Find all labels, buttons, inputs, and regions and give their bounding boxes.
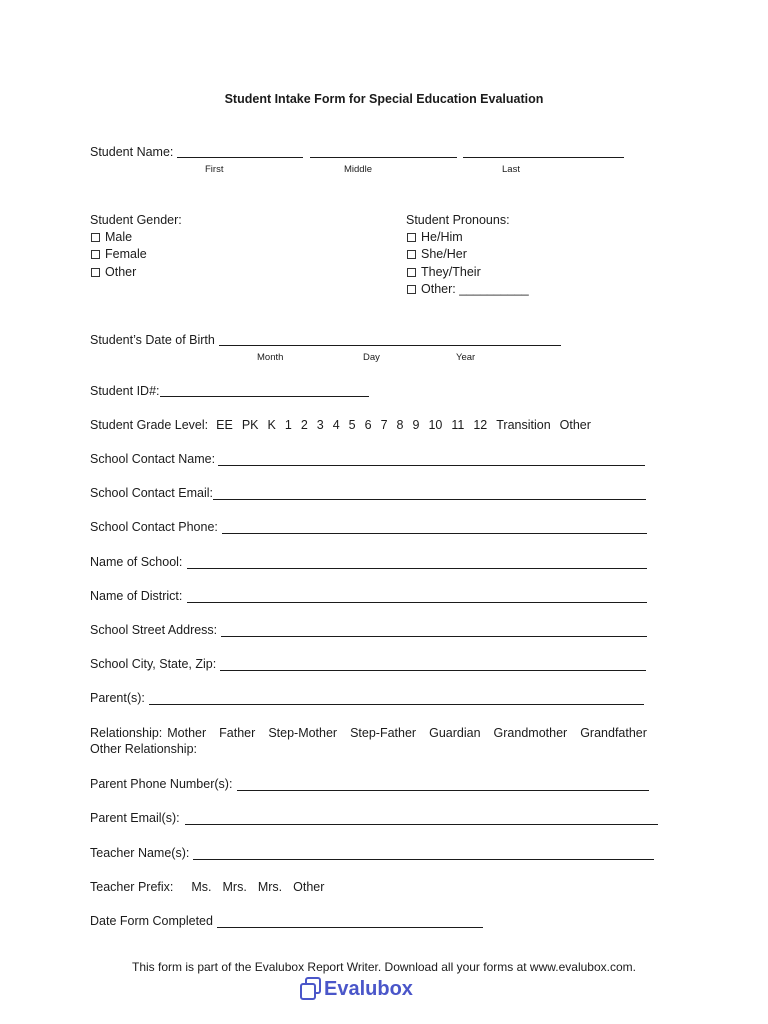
gender-option-male[interactable]: Male: [91, 230, 132, 244]
student-name-label: Student Name:: [90, 145, 174, 159]
teacher-prefix-label: Teacher Prefix:: [90, 880, 174, 894]
school-name-field[interactable]: [187, 568, 647, 569]
student-id-field[interactable]: [160, 396, 369, 397]
teacher-name-field[interactable]: [193, 859, 654, 860]
relationship-option[interactable]: Mother: [167, 726, 207, 740]
student-id-label: Student ID#:: [90, 384, 160, 398]
evalubox-logo-icon: [300, 977, 322, 1001]
student-middle-name-field[interactable]: [310, 157, 457, 158]
relationship-option[interactable]: Grandmother: [493, 726, 568, 740]
grade-option[interactable]: Other: [559, 418, 591, 432]
pronouns-label: Student Pronouns:: [406, 213, 510, 227]
logo-text: Evalubox: [324, 977, 413, 1000]
teacher-prefix-option[interactable]: Ms.: [191, 880, 212, 894]
parent-phone-field[interactable]: [237, 790, 649, 791]
month-caption: Month: [257, 352, 284, 363]
date-completed-field[interactable]: [217, 927, 483, 928]
checkbox-icon: [91, 250, 100, 259]
day-caption: Day: [363, 352, 380, 363]
grade-level-label: Student Grade Level:: [90, 418, 209, 432]
city-state-zip-field[interactable]: [220, 670, 646, 671]
grade-option[interactable]: Transition: [496, 418, 551, 432]
teacher-prefix-option[interactable]: Mrs.: [222, 880, 247, 894]
last-caption: Last: [502, 164, 520, 175]
district-label: Name of District:: [90, 589, 183, 603]
teacher-prefix-option[interactable]: Other: [293, 880, 325, 894]
grade-option[interactable]: 2: [300, 418, 308, 432]
grade-option[interactable]: K: [267, 418, 276, 432]
grade-option[interactable]: 5: [348, 418, 356, 432]
checkbox-icon: [407, 268, 416, 277]
footer-note: This form is part of the Evalubox Report Writer. Download all your forms at www.evalubox.com.: [132, 960, 636, 974]
grade-option[interactable]: PK: [241, 418, 259, 432]
pronoun-option-he[interactable]: He/Him: [407, 230, 463, 244]
school-contact-name-label: School Contact Name:: [90, 452, 216, 466]
grade-option[interactable]: EE: [216, 418, 233, 432]
pronoun-option-they[interactable]: They/Their: [407, 265, 481, 279]
grade-option[interactable]: 12: [473, 418, 488, 432]
student-first-name-field[interactable]: [177, 157, 303, 158]
middle-caption: Middle: [344, 164, 372, 175]
gender-label: Student Gender:: [90, 213, 182, 227]
dob-label: Student’s Date of Birth: [90, 333, 215, 347]
date-completed-label: Date Form Completed: [90, 914, 213, 928]
checkbox-icon: [407, 233, 416, 242]
parent-email-field[interactable]: [185, 824, 658, 825]
pronoun-option-other[interactable]: Other: __________: [407, 282, 529, 296]
parent-phone-label: Parent Phone Number(s):: [90, 777, 233, 791]
school-contact-name-field[interactable]: [218, 465, 645, 466]
relationship-option[interactable]: Step-Mother: [268, 726, 338, 740]
school-contact-phone-field[interactable]: [222, 533, 647, 534]
first-caption: First: [205, 164, 224, 175]
relationship-option[interactable]: Guardian: [429, 726, 481, 740]
year-caption: Year: [456, 352, 476, 363]
school-contact-email-field[interactable]: [213, 499, 646, 500]
evalubox-logo[interactable]: [300, 975, 413, 1003]
grade-option[interactable]: 6: [364, 418, 372, 432]
parents-field[interactable]: [149, 704, 644, 705]
relationship-row: [90, 726, 660, 740]
teacher-prefix-option[interactable]: Mrs.: [257, 880, 283, 894]
city-state-zip-label: School City, State, Zip:: [90, 657, 217, 671]
student-last-name-field[interactable]: [463, 157, 624, 158]
grade-option[interactable]: 8: [396, 418, 404, 432]
dob-field[interactable]: [219, 345, 561, 346]
grade-option[interactable]: 9: [412, 418, 420, 432]
street-address-field[interactable]: [221, 636, 647, 637]
grade-level-row: [90, 418, 600, 432]
checkbox-icon: [407, 250, 416, 259]
checkbox-icon: [407, 285, 416, 294]
checkbox-icon: [91, 268, 100, 277]
teacher-name-label: Teacher Name(s):: [90, 846, 190, 860]
grade-option[interactable]: 7: [380, 418, 388, 432]
grade-option[interactable]: 3: [316, 418, 324, 432]
street-address-label: School Street Address:: [90, 623, 218, 637]
gender-option-female[interactable]: Female: [91, 247, 147, 261]
form-title: Student Intake Form for Special Education Evaluation: [224, 92, 544, 106]
checkbox-icon: [91, 233, 100, 242]
teacher-prefix-row: [90, 880, 335, 894]
pronoun-option-she[interactable]: She/Her: [407, 247, 467, 261]
school-contact-phone-label: School Contact Phone:: [90, 520, 218, 534]
grade-option[interactable]: 1: [284, 418, 292, 432]
parent-email-label: Parent Email(s):: [90, 811, 180, 825]
school-contact-email-label: School Contact Email:: [90, 486, 213, 500]
other-relationship-label: Other Relationship:: [90, 742, 198, 756]
gender-option-other[interactable]: Other: [91, 265, 136, 279]
district-field[interactable]: [187, 602, 647, 603]
grade-option[interactable]: 4: [332, 418, 340, 432]
grade-option[interactable]: 10: [428, 418, 443, 432]
relationship-option[interactable]: Step-Father: [350, 726, 417, 740]
relationship-option[interactable]: Grandfather: [580, 726, 647, 740]
parents-label: Parent(s):: [90, 691, 145, 705]
relationship-option[interactable]: Father: [219, 726, 256, 740]
relationship-label: Relationship:: [90, 726, 163, 740]
grade-option[interactable]: 11: [451, 418, 465, 432]
school-name-label: Name of School:: [90, 555, 183, 569]
